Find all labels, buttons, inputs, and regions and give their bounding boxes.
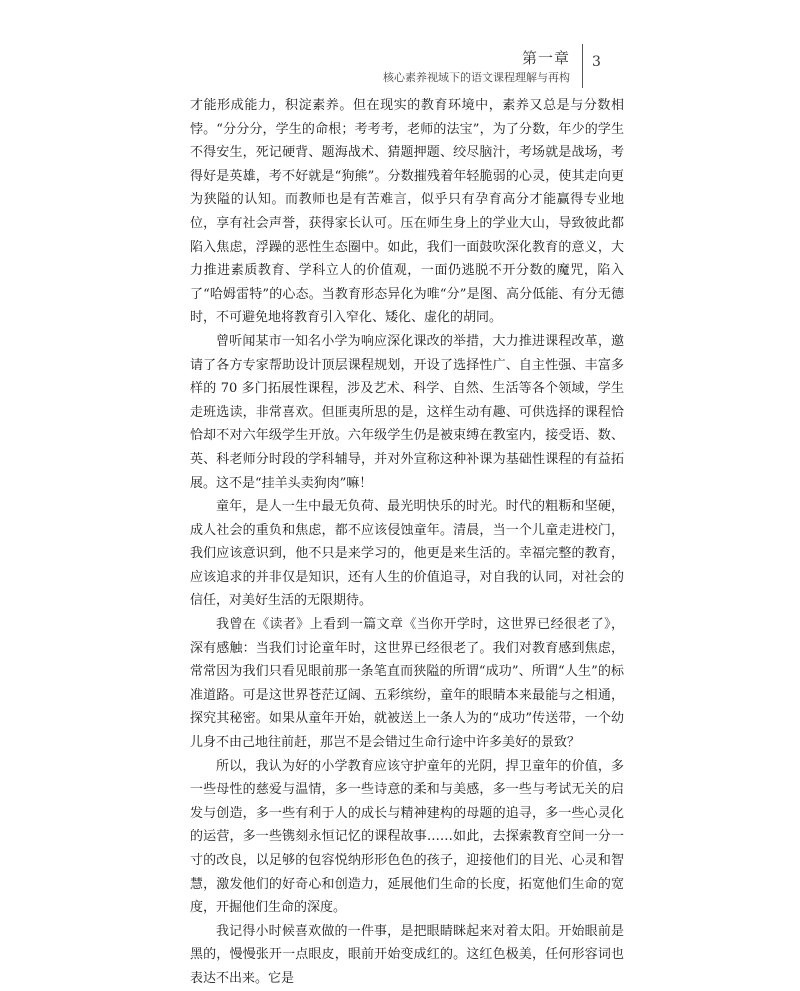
paragraph: 我曾在《读者》上看到一篇文章《当你开学时，这世界已经很老了》，深有感触：当我们讨论童年时，这世界已经很老了。我们对教育感到焦虑，常常因为我们只看见眼前那一条笔直而狭隘的所谓“成功”、所谓“人生”的标准道路。可是这世界苍茫辽阔、五彩缤纷，童年的眼睛本来最能与之相通，探究其秘密。如果从童年开始，就被送上一条人为的“成功”传送带，一个幼儿身不由己地往前赶，那岂不是会错过生命行途中许多美好的景致？ — [190, 617, 624, 751]
header-divider — [582, 44, 583, 88]
paragraph: 才能形成能力，积淀素养。但在现实的教育环境中，素养又总是与分数相悖。“分分分，学生的命根；考考考，老师的法宝”，为了分数，年少的学生不得安生，死记硬背、题海战术、猜题押题、绞尽脑汁，考场就是战场，考得好是英雄，考不好就是“狗熊”。分数摧残着年轻脆弱的心灵，使其走向更为狭隘的认知。而教师也是有苦难言，似乎只有孕育高分才能赢得专业地位，享有社会声誉，获得家长认可。压在师生身上的学业大山，导致彼此都陷入焦虑，浮躁的恶性生态圈中。如此，我们一面鼓吹深化教育的意义，大力推进素质教育、学科立人的价值观，一面仍逃脱不开分数的魔咒，陷入了“哈姆雷特”的心态。当教育形态异化为唯“分”是图、高分低能、有分无德时，不可避免地将教育引入窄化、矮化、虚化的胡同。 — [190, 98, 624, 326]
paragraph: 我记得小时候喜欢做的一件事，是把眼睛眯起来对着太阳。开始眼前是黑的，慢慢张开一点眼皮，眼前开始变成红的。这红色极美，任何形容词也表达不出来。它是 — [190, 923, 624, 986]
running-header — [383, 40, 760, 90]
paragraph: 曾听闻某市一知名小学为响应深化课改的举措，大力推进课程改革，邀请了各方专家帮助设计顶层课程规划，开设了选择性广、自主性强、丰富多样的 70 多门拓展性课程，涉及艺术、科学、自然、生活等各个领域，学生走班选读，非常喜欢。但匪夷所思的是，这样生动有趣、可供选择的课程恰恰却不对六年级学生开放。六年级学生仍是被束缚在教室内，接受语、数、英、科老师分时段的学科辅导，并对外宣称这种补课为基础性课程的有益拓展。这不是“挂羊头卖狗肉”嘛！ — [190, 333, 624, 491]
page-number: 3 — [592, 54, 601, 70]
chapter-subtitle: 核心素养视域下的语文课程理解与再构 — [383, 71, 570, 84]
chapter-title: 第一章 — [521, 49, 570, 67]
paragraph: 童年，是人一生中最无负荷、最光明快乐的时光。时代的粗粝和坚硬，成人社会的重负和焦虑，都不应该侵蚀童年。清晨，当一个儿童走进校门，我们应该意识到，他不只是来学习的，他更是来生活的。幸福完整的教育，应该追求的并非仅是知识，还有人生的价值追寻，对自我的认同，对社会的信任，对美好生活的无限期待。 — [190, 499, 624, 609]
body-text — [190, 94, 624, 991]
paragraph: 所以，我认为好的小学教育应该守护童年的光阴，捍卫童年的价值，多一些母性的慈爱与温情，多一些诗意的柔和与美感，多一些与考试无关的启发与创造，多一些有利于人的成长与精神建构的母题的追寻，多一些心灵化的运营，多一些镌刻永恒记忆的课程故事……如此，去探索教育空间一分一寸的改良，以足够的包容悦纳形形色色的孩子，迎接他们的目光、心灵和智慧，激发他们的好奇心和创造力，延展他们生命的长度，拓宽他们生命的宽度，开掘他们生命的深度。 — [190, 758, 624, 916]
